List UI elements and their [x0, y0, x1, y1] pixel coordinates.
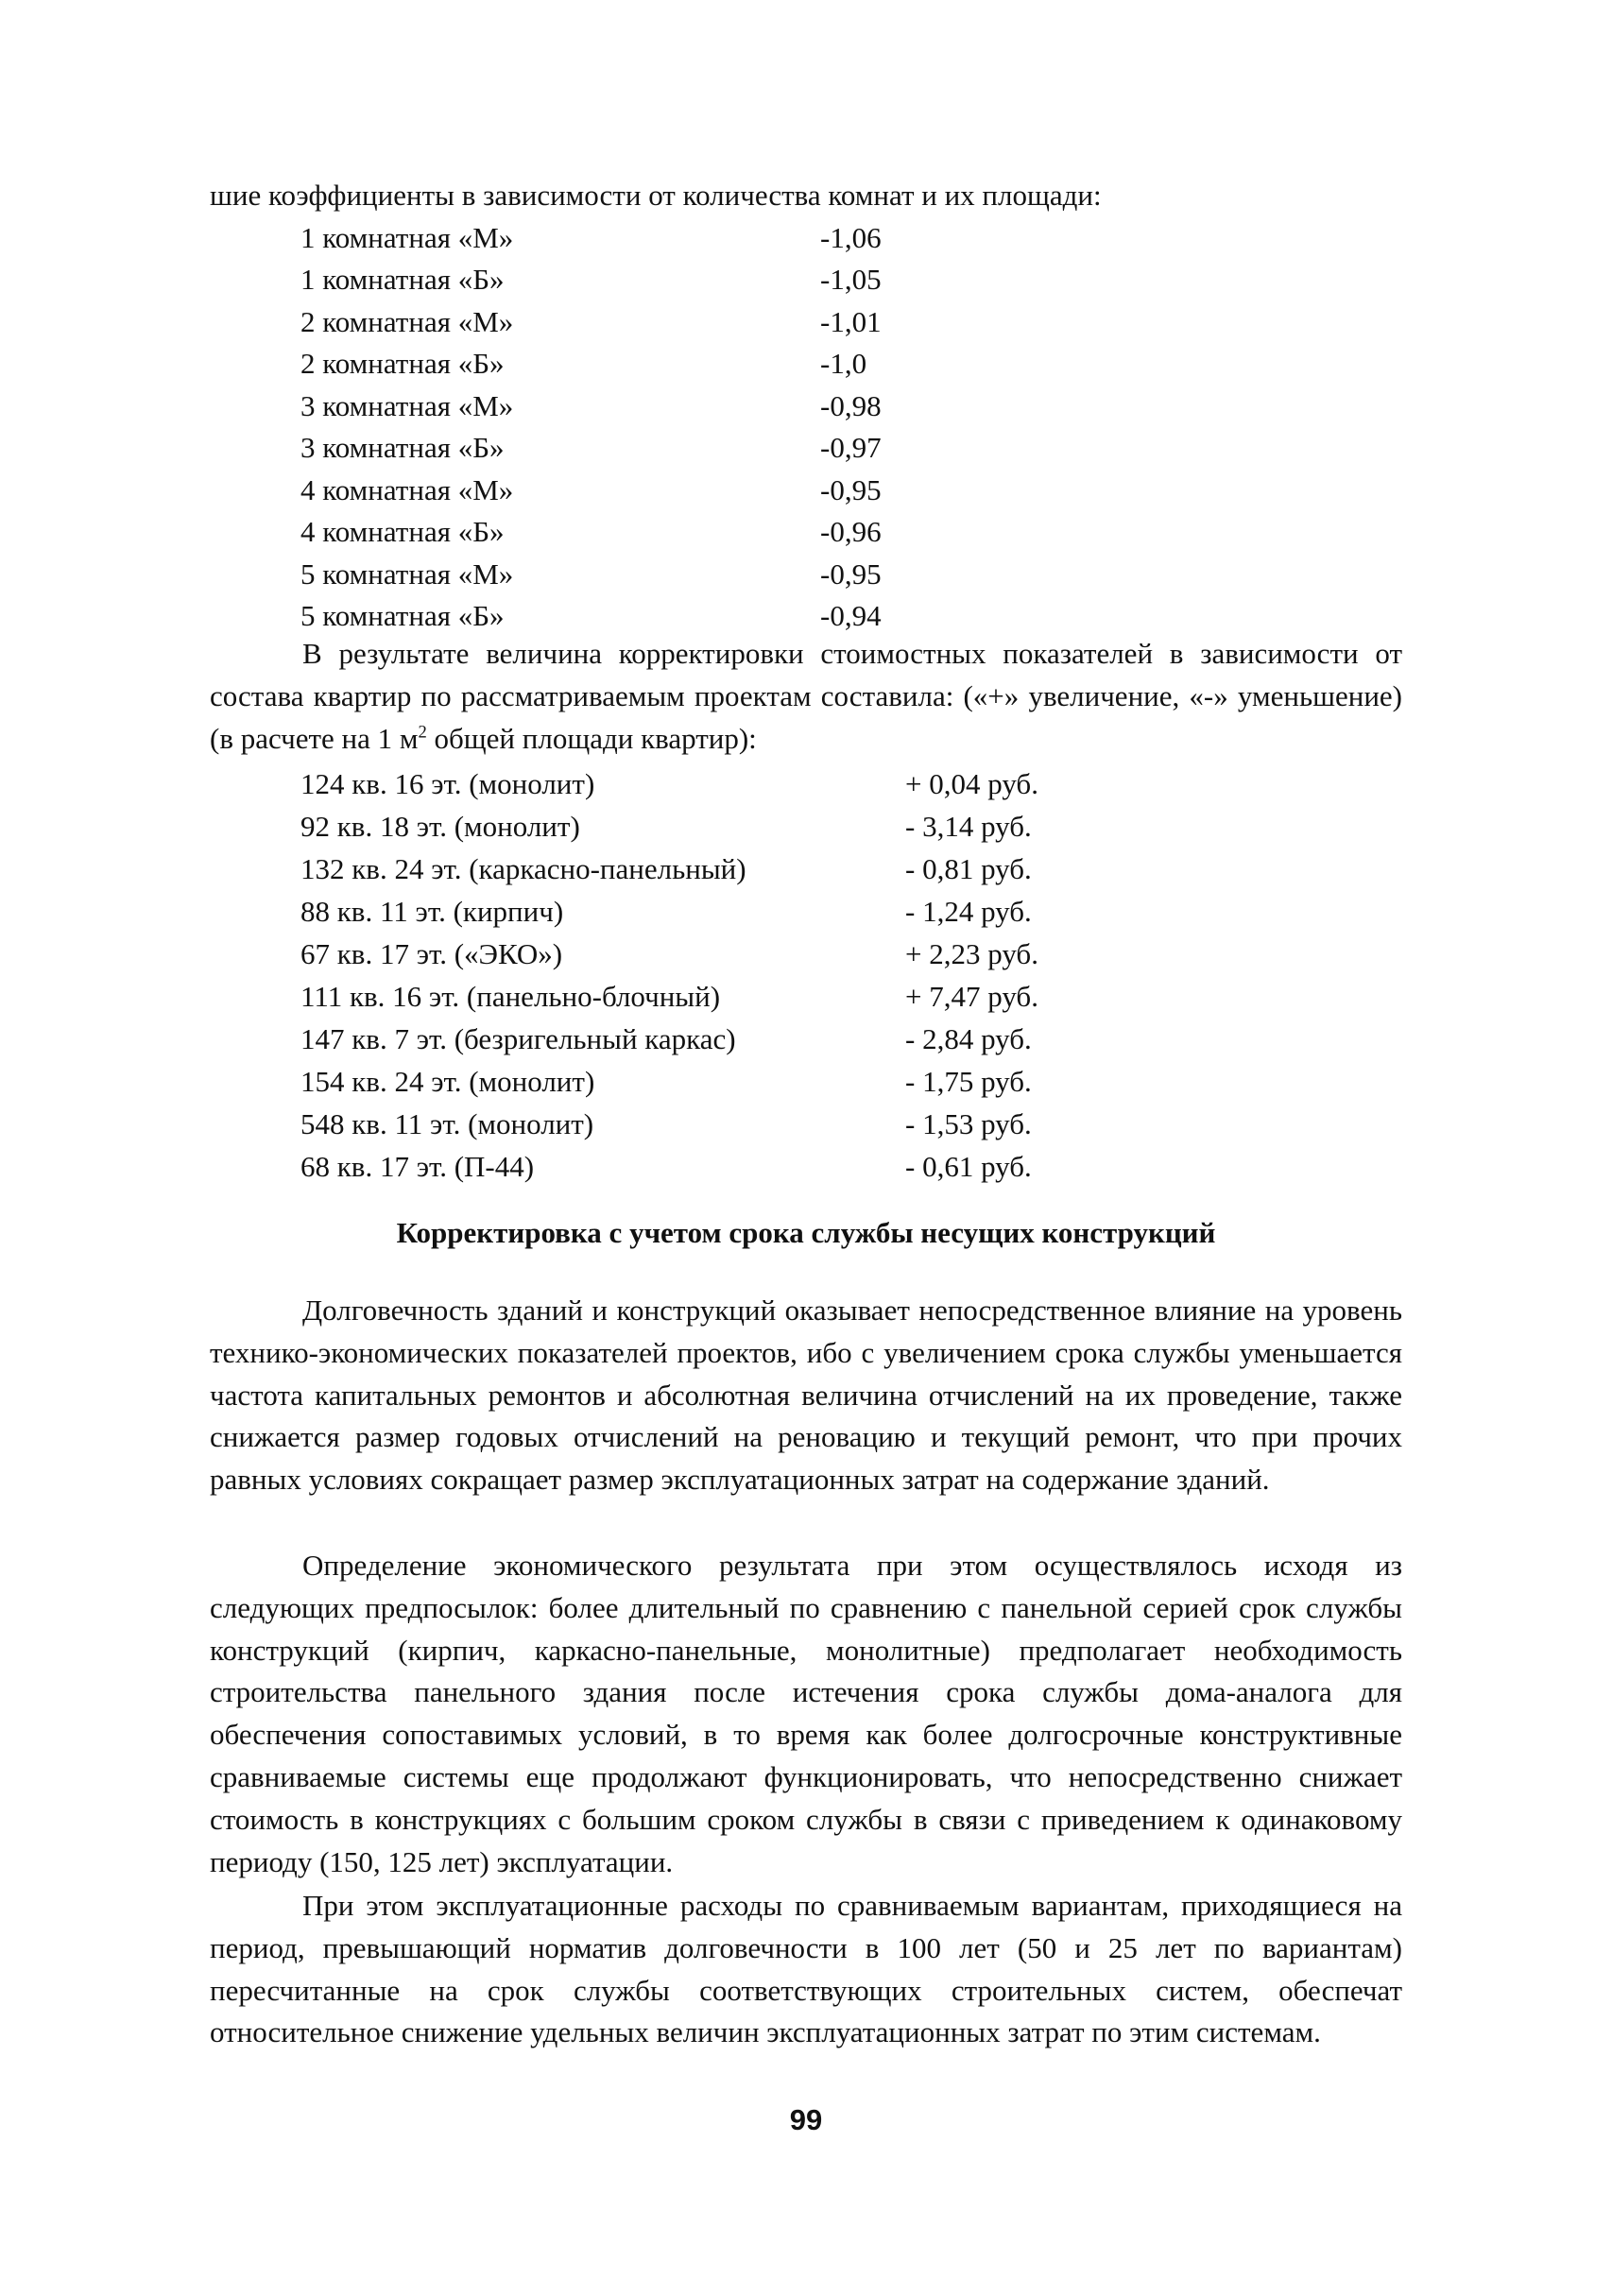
project-label: 68 кв. 17 эт. (П-44) [300, 1150, 535, 1183]
section-heading: Корректировка с учетом срока службы несущих конструкций [396, 1216, 1216, 1249]
room-label: 4 комнатная «Б» [300, 515, 505, 548]
body-paragraph [210, 1885, 1402, 2054]
project-label: 111 кв. 16 эт. (панельно-блочный) [300, 980, 721, 1013]
result-text: В результате величина корректировки стоимостных показателей в зависимости от состава квартир по рассматриваемым проектам составила: («+» увеличение, «-» уменьшение) (в расчете на 1 м [210, 637, 1402, 755]
paragraph-text: При этом эксплуатационные расходы по сравниваемым вариантам, приходящиеся на период, превышающий норматив долговечности в 100 лет (50 и 25 лет по вариантам) пересчитанные на срок службы соответствующих строительных систем, обеспечат относительное снижение удельных величин эксплуатационных затрат по этим системам. [210, 1889, 1402, 2049]
room-coefficient: -0,94 [820, 599, 882, 632]
room-label: 5 комнатная «М» [300, 557, 514, 591]
project-adjustment: - 2,84 руб. [905, 1022, 1032, 1055]
project-label: 548 кв. 11 эт. (монолит) [300, 1107, 594, 1140]
room-label: 2 комнатная «Б» [300, 347, 505, 380]
superscript: 2 [418, 722, 427, 743]
project-adjustment: + 0,04 руб. [905, 767, 1038, 800]
project-adjustment: - 0,81 руб. [905, 852, 1032, 885]
page-number: 99 [789, 2103, 823, 2136]
room-coefficient: -1,05 [820, 263, 882, 296]
body-paragraph [210, 1290, 1402, 1501]
body-paragraph [210, 1545, 1402, 1883]
room-label: 2 комнатная «М» [300, 305, 514, 338]
room-coefficient: -1,06 [820, 221, 882, 254]
project-label: 67 кв. 17 эт. («ЭКО») [300, 937, 563, 970]
project-adjustment: + 7,47 руб. [905, 980, 1038, 1013]
result-paragraph [210, 633, 1402, 760]
paragraph-text: Определение экономического результата при этом осуществлялось исходя из следующих предпосылок: более длительный по сравнению с панельной серией срок службы конструкций (кирпич, каркасно-панельные, монолитные) предполагает необходимость строительства панельного здания после истечения срока службы дома-аналога для обеспечения сопоставимых условий, в то время как более долгосрочные конструктивные сравниваемые системы еще продолжают функционировать, что непосредственно снижает стоимость в конструкциях с большим сроком службы в связи с приведением к одинаковому периоду (150, 125 лет) эксплуатации. [210, 1549, 1402, 1878]
room-coefficient: -1,01 [820, 305, 882, 338]
project-label: 132 кв. 24 эт. (каркасно-панельный) [300, 852, 746, 885]
room-label: 1 комнатная «М» [300, 221, 514, 254]
project-adjustment: - 1,75 руб. [905, 1065, 1032, 1098]
room-coefficient: -0,95 [820, 473, 882, 506]
project-adjustment: - 1,53 руб. [905, 1107, 1032, 1140]
paragraph-text: Долговечность зданий и конструкций оказывает непосредственное влияние на уровень технико-экономических показателей проектов, ибо с увеличением срока службы уменьшается частота капитальных ремонтов и абсолютная величина отчислений на их проведение, также снижается размер годовых отчислений на реновацию и текущий ремонт, что при прочих равных условиях сокращает размер эксплуатационных затрат на содержание зданий. [210, 1294, 1402, 1497]
room-label: 4 комнатная «М» [300, 473, 514, 506]
project-adjustment: - 0,61 руб. [905, 1150, 1032, 1183]
room-coefficient: -0,98 [820, 389, 882, 422]
project-label: 88 кв. 11 эт. (кирпич) [300, 895, 564, 928]
project-label: 124 кв. 16 эт. (монолит) [300, 767, 595, 800]
project-label: 147 кв. 7 эт. (безригельный каркас) [300, 1022, 736, 1055]
room-coefficient: -0,95 [820, 557, 882, 591]
project-label: 92 кв. 18 эт. (монолит) [300, 810, 580, 843]
room-coefficient: -0,97 [820, 431, 882, 464]
project-adjustment: - 3,14 руб. [905, 810, 1032, 843]
result-text-end: общей площади квартир): [426, 721, 757, 755]
project-adjustment: - 1,24 руб. [905, 895, 1032, 928]
room-label: 3 комнатная «М» [300, 389, 514, 422]
project-adjustment: + 2,23 руб. [905, 937, 1038, 970]
room-label: 5 комнатная «Б» [300, 599, 505, 632]
intro-line: шие коэффициенты в зависимости от количества комнат и их площади: [210, 179, 1102, 212]
project-label: 154 кв. 24 эт. (монолит) [300, 1065, 595, 1098]
room-label: 3 комнатная «Б» [300, 431, 505, 464]
room-coefficient: -1,0 [820, 347, 867, 380]
room-coefficient: -0,96 [820, 515, 882, 548]
room-label: 1 комнатная «Б» [300, 263, 505, 296]
